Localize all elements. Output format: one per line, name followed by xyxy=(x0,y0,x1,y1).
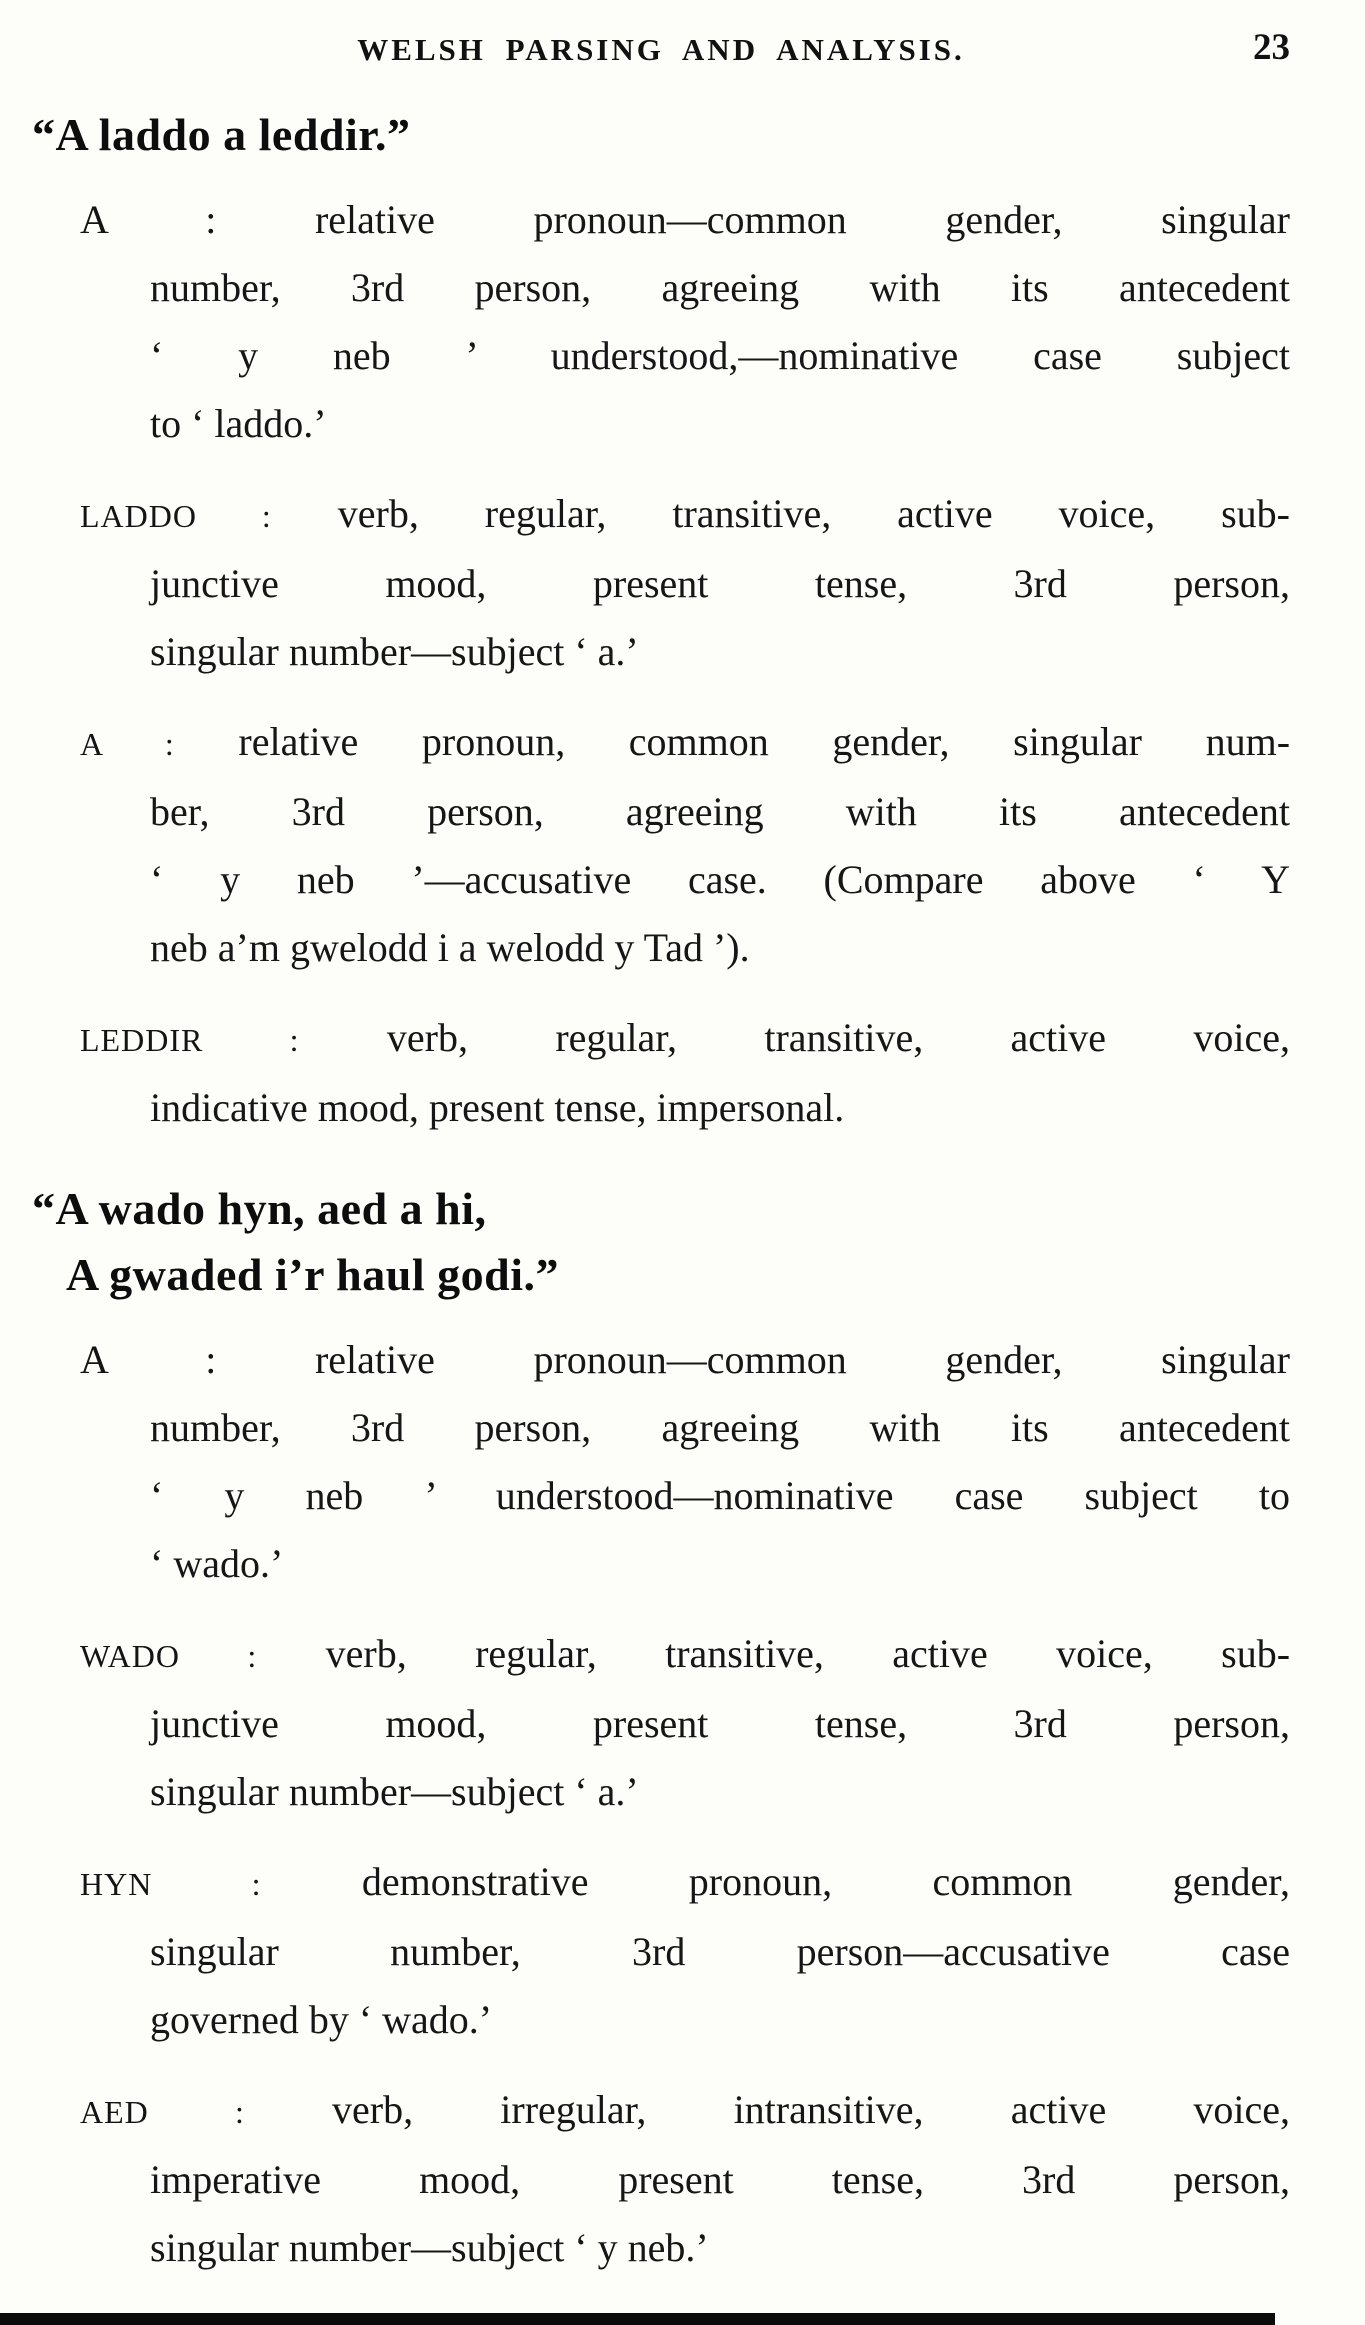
entry-line: governed by ‘ wado.’ xyxy=(150,1997,493,2042)
entry-line: ‘ y neb ’—accusative case. (Compare above ‘ Y xyxy=(150,857,1290,902)
entry-line: singular number—subject ‘ y neb.’ xyxy=(150,2225,709,2270)
entry-line: ‘ y neb ’ understood—nominative case subject to xyxy=(150,1473,1290,1518)
parse-entry-laddo xyxy=(32,480,1290,686)
entry-term: LEDDIR : xyxy=(80,1022,300,1058)
entry-line xyxy=(32,2076,1290,2146)
entry-line: ‘ wado.’ xyxy=(150,1541,284,1586)
quote-line: A gwaded i’r haul godi.” xyxy=(66,1249,559,1300)
entry-line-text: verb, regular, transitive, active voice, sub- xyxy=(337,491,1291,536)
entry-term: AED : xyxy=(80,2094,245,2130)
entry-line: imperative mood, present tense, 3rd person, xyxy=(150,2157,1290,2202)
section-laddo-a-leddir xyxy=(32,102,1290,1142)
entry-line: singular number—subject ‘ a.’ xyxy=(150,629,639,674)
running-title: WELSH PARSING AND ANALYSIS. xyxy=(357,32,965,67)
entry-line xyxy=(32,1620,1290,1690)
entry-line xyxy=(32,708,1290,778)
entry-term: A : xyxy=(80,197,217,242)
quote-heading xyxy=(32,1176,1290,1308)
entry-line: number, 3rd person, agreeing with its antecedent xyxy=(150,265,1290,310)
parse-entry-hyn xyxy=(32,1848,1290,2054)
entry-line xyxy=(32,480,1290,550)
parse-entry-a-3 xyxy=(32,1326,1290,1598)
entry-line-text: relative pronoun, common gender, singular num- xyxy=(238,719,1291,764)
entry-line xyxy=(32,1326,1290,1394)
quote-line: “A laddo a leddir.” xyxy=(32,109,411,160)
parse-entry-wado xyxy=(32,1620,1290,1826)
entry-line: ber, 3rd person, agreeing with its antecedent xyxy=(150,789,1290,834)
entry-line: singular number, 3rd person—accusative case xyxy=(150,1929,1290,1974)
parse-entry-leddir xyxy=(32,1004,1290,1142)
quote-heading xyxy=(32,102,1290,168)
entry-line: ‘ y neb ’ understood,—nominative case subject xyxy=(150,333,1290,378)
entry-line: junctive mood, present tense, 3rd person, xyxy=(150,1701,1290,1746)
entry-term: HYN : xyxy=(80,1866,262,1902)
entry-term: A : xyxy=(80,726,175,762)
parse-entry-a-2 xyxy=(32,708,1290,982)
entry-line: to ‘ laddo.’ xyxy=(150,401,327,446)
page-header xyxy=(32,26,1290,76)
entry-line-text: verb, irregular, intransitive, active voice, xyxy=(332,2087,1290,2132)
entry-line-text: relative pronoun—common gender, singular xyxy=(314,1337,1290,1382)
parse-entry-a-1 xyxy=(32,186,1290,458)
entry-line xyxy=(32,1004,1290,1074)
entry-line: junctive mood, present tense, 3rd person, xyxy=(150,561,1290,606)
entry-line: indicative mood, present tense, impersonal. xyxy=(150,1085,845,1130)
entry-line-text: verb, regular, transitive, active voice, xyxy=(386,1015,1291,1060)
entry-term: A : xyxy=(80,1337,217,1382)
entry-line xyxy=(32,1848,1290,1918)
entry-line: neb a’m gwelodd i a welodd y Tad ’). xyxy=(150,925,750,970)
entry-line xyxy=(32,186,1290,254)
entry-line-text: demonstrative pronoun, common gender, xyxy=(361,1859,1290,1904)
entry-line: singular number—subject ‘ a.’ xyxy=(150,1769,639,1814)
entry-term: WADO : xyxy=(80,1638,258,1674)
entry-line-text: relative pronoun—common gender, singular xyxy=(314,197,1290,242)
section-a-wado-hyn xyxy=(32,1176,1290,2282)
entry-line-text: verb, regular, transitive, active voice, sub- xyxy=(325,1631,1291,1676)
parse-entry-aed xyxy=(32,2076,1290,2282)
entry-line: number, 3rd person, agreeing with its antecedent xyxy=(150,1405,1290,1450)
page-number: 23 xyxy=(1253,27,1290,68)
scan-edge-artifact xyxy=(0,2313,1275,2325)
entry-term: LADDO : xyxy=(80,498,272,534)
quote-line: “A wado hyn, aed a hi, xyxy=(32,1183,487,1234)
